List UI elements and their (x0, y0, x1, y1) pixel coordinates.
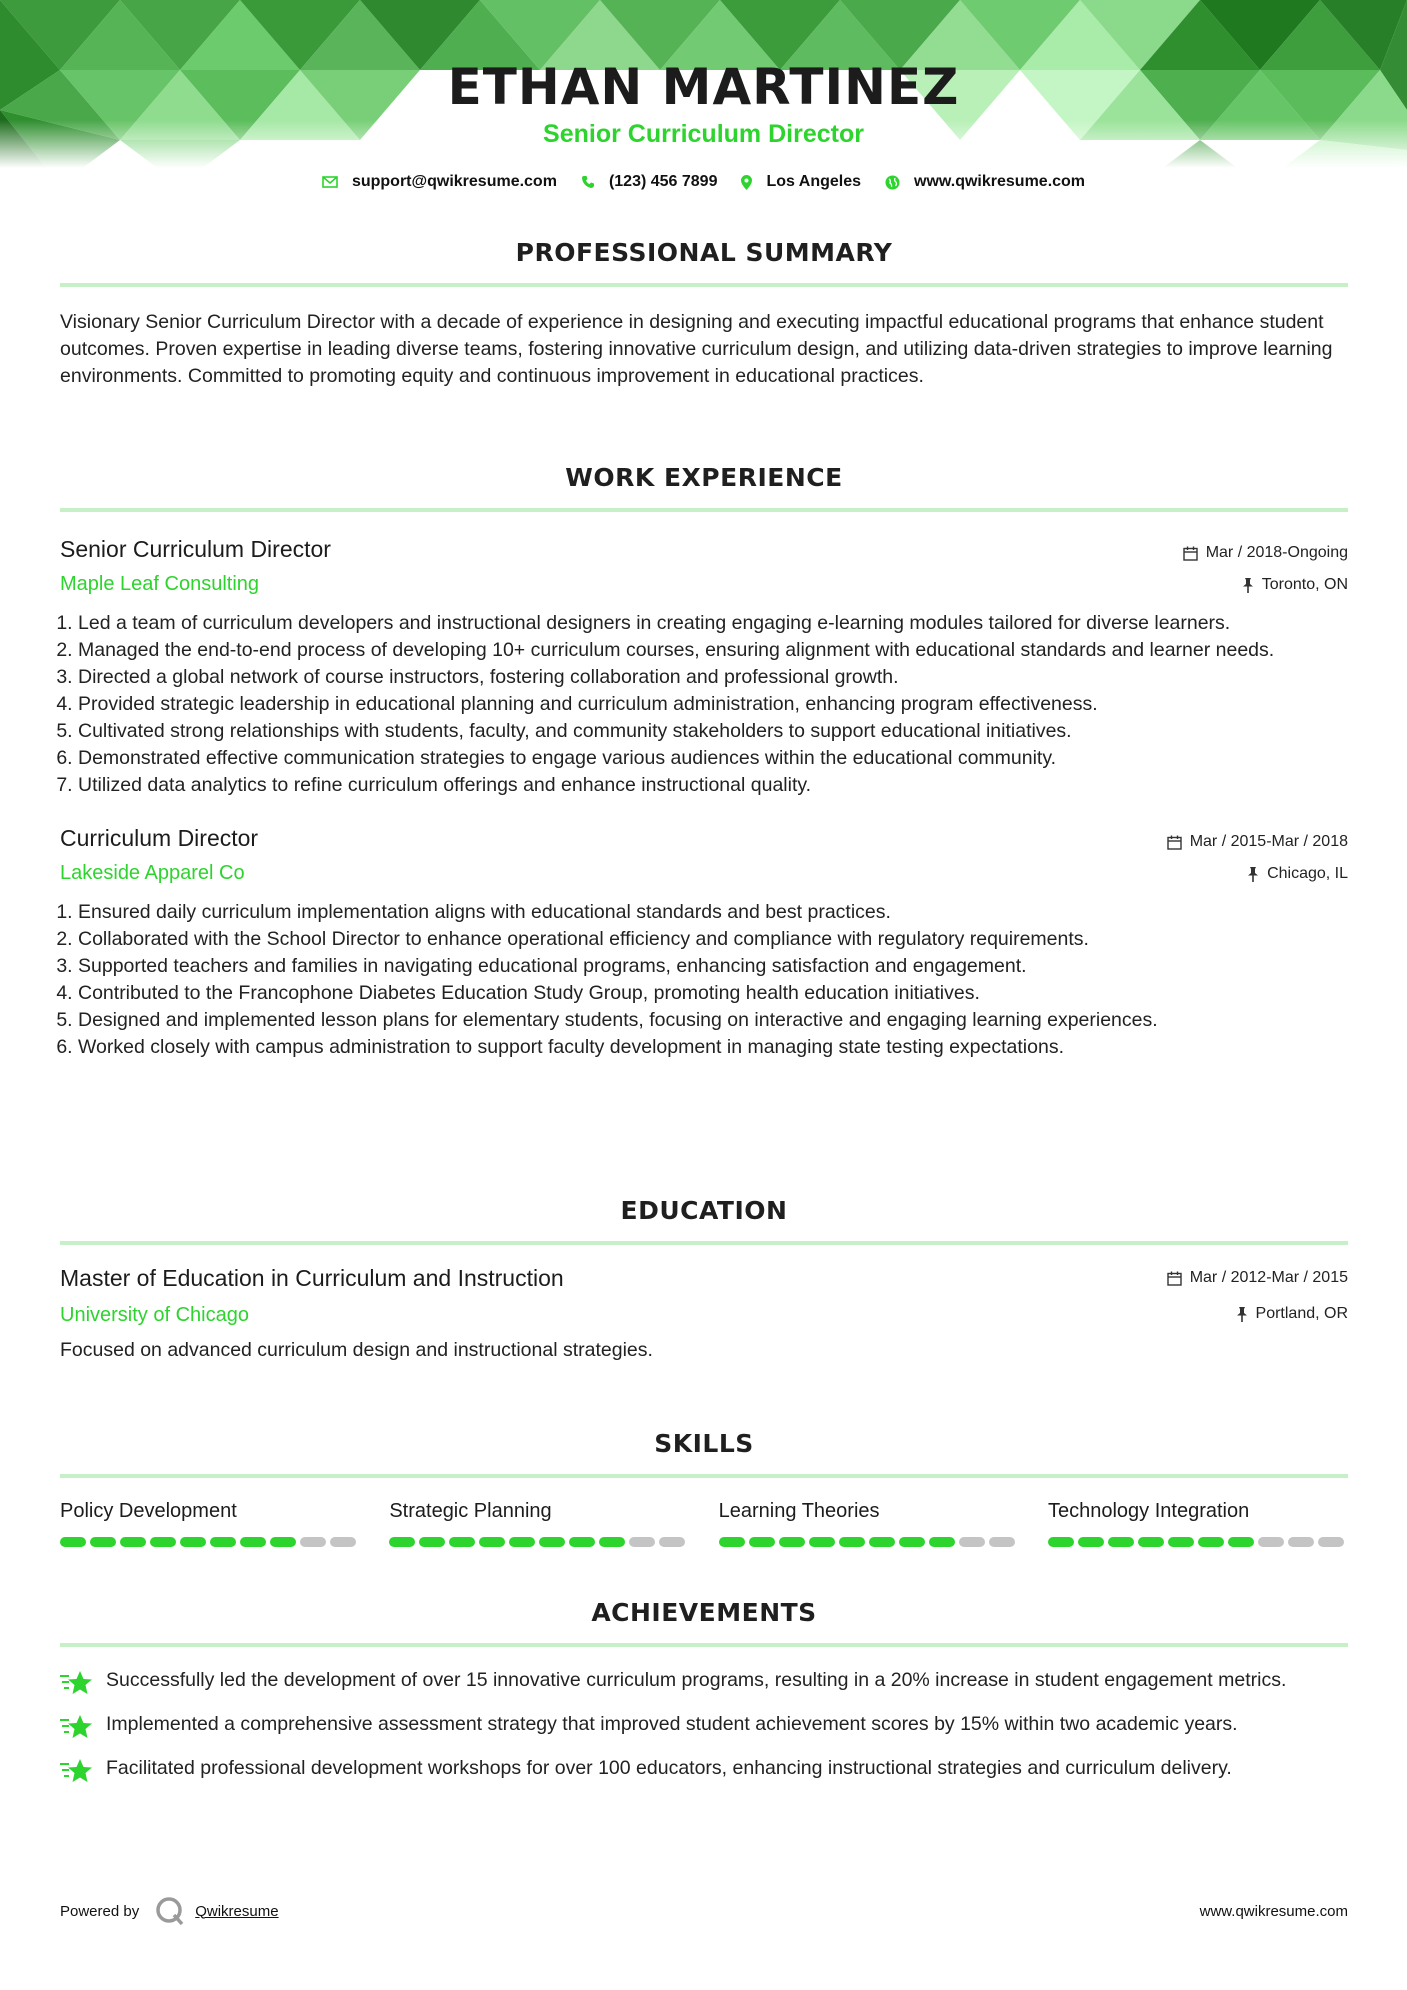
skill-dot-filled (449, 1537, 475, 1547)
section-divider (60, 283, 1348, 287)
star-icon (60, 1669, 94, 1697)
contact-phone[interactable] (581, 173, 718, 191)
contact-email-text: support@qwikresume.com (351, 173, 557, 190)
duty-item: 1. Ensured daily curriculum implementation aligns with educational standards and best practices. (78, 899, 1348, 926)
calendar-icon (1167, 1271, 1182, 1286)
section-divider (60, 508, 1348, 512)
skill-item (389, 1500, 689, 1547)
footer (60, 1896, 1348, 1926)
skill-dot-empty (629, 1537, 655, 1547)
star-icon (60, 1757, 94, 1785)
skill-dot-empty (1258, 1537, 1284, 1547)
education-description: Focused on advanced curriculum design and instructional strategies. (60, 1339, 653, 1361)
skill-dot-filled (569, 1537, 595, 1547)
skill-dot-filled (929, 1537, 955, 1547)
education-dates: Mar / 2012-Mar / 2015 (1189, 1269, 1348, 1286)
duty-item: 4. Provided strategic leadership in educational planning and curriculum administration, enhancing program effectiveness. (78, 691, 1348, 718)
achievement-text: Implemented a comprehensive assessment strategy that improved student achievement scores by 15% within two academic years. (106, 1713, 1238, 1735)
skill-name: Strategic Planning (389, 1500, 552, 1522)
skill-dot-filled (599, 1537, 625, 1547)
achievement-item (60, 1667, 1348, 1697)
skill-dot-filled (1138, 1537, 1164, 1547)
summary-section (60, 238, 1348, 390)
school-name: University of Chicago (60, 1304, 249, 1326)
skill-dot-filled (749, 1537, 775, 1547)
powered-by (60, 1896, 279, 1926)
envelope-icon (322, 176, 338, 188)
achievement-item (60, 1711, 1348, 1741)
skill-dot-filled (809, 1537, 835, 1547)
job-company: Lakeside Apparel Co (60, 862, 245, 884)
skill-dot-empty (1288, 1537, 1314, 1547)
candidate-name: ETHAN MARTINEZ (447, 58, 960, 116)
footer-website[interactable]: www.qwikresume.com (1199, 1902, 1348, 1920)
skill-dot-filled (899, 1537, 925, 1547)
skill-dot-filled (1228, 1537, 1254, 1547)
skill-dot-filled (719, 1537, 745, 1547)
phone-icon (581, 175, 595, 189)
skill-dot-filled (270, 1537, 296, 1547)
skill-dot-filled (180, 1537, 206, 1547)
skill-dot-filled (1198, 1537, 1224, 1547)
achievement-item (60, 1755, 1348, 1785)
skill-dot-empty (659, 1537, 685, 1547)
skill-dot-empty (959, 1537, 985, 1547)
skill-item (1048, 1500, 1348, 1547)
job-entry (60, 825, 1348, 1061)
skill-dot-filled (210, 1537, 236, 1547)
duty-item: 1. Led a team of curriculum developers and instructional designers in creating engaging e-learning modules tailored for diverse learners. (78, 610, 1348, 637)
skill-dot-filled (869, 1537, 895, 1547)
skill-name: Policy Development (60, 1500, 237, 1522)
duty-item: 7. Utilized data analytics to refine curriculum offerings and enhance instructional quality. (78, 772, 1348, 799)
job-entry (60, 536, 1348, 799)
job-location: Chicago, IL (1267, 865, 1348, 882)
skill-dot-filled (1078, 1537, 1104, 1547)
skill-dot-filled (1048, 1537, 1074, 1547)
skill-dot-empty (989, 1537, 1015, 1547)
contact-location-text: Los Angeles (766, 173, 862, 190)
skill-dot-filled (240, 1537, 266, 1547)
education-entry (60, 1265, 1348, 1327)
brand-link[interactable]: Qwikresume (195, 1902, 279, 1920)
skill-dot-filled (90, 1537, 116, 1547)
achievement-text: Successfully led the development of over 15 innovative curriculum programs, resulting in a 20% increase in student engagement metrics. (106, 1669, 1287, 1691)
summary-text: Visionary Senior Curriculum Director with a decade of experience in designing and executing impactful educational programs that enhance student outcomes. Proven expertise in leading diverse teams, fostering innovative curriculum design, and utilizing data-driven strategies to improve learning environments. Committed to promoting equity and continuous improvement in educational practices. (60, 311, 1333, 387)
duty-item: 2. Collaborated with the School Director to enhance operational efficiency and compliance with regulatory requirements. (78, 926, 1348, 953)
contact-email[interactable] (322, 173, 557, 191)
skill-item (60, 1500, 360, 1547)
contact-website[interactable] (885, 173, 1085, 191)
duty-item: 6. Demonstrated effective communication strategies to engage various audiences within the educational community. (78, 745, 1348, 772)
duty-item: 3. Directed a global network of course instructors, fostering collaboration and professional growth. (78, 664, 1348, 691)
skill-dot-filled (1108, 1537, 1134, 1547)
skill-dot-filled (389, 1537, 415, 1547)
job-title: Curriculum Director (60, 825, 259, 851)
skill-dot-filled (60, 1537, 86, 1547)
achievements-section (60, 1598, 1348, 1799)
contact-bar (0, 173, 1407, 191)
education-location: Portland, OR (1255, 1305, 1348, 1322)
skill-dot-filled (539, 1537, 565, 1547)
job-title: Senior Curriculum Director (60, 536, 331, 562)
skill-dot-filled (419, 1537, 445, 1547)
skill-dot-filled (839, 1537, 865, 1547)
duty-item: 4. Contributed to the Francophone Diabetes Education Study Group, promoting health education initiatives. (78, 980, 1348, 1007)
skill-rating (719, 1537, 1019, 1547)
job-duties (60, 610, 1348, 799)
candidate-title: Senior Curriculum Director (543, 120, 864, 148)
qwikresume-logo-icon (155, 1896, 185, 1926)
section-divider (60, 1643, 1348, 1647)
job-company: Maple Leaf Consulting (60, 573, 260, 595)
powered-by-label: Powered by (60, 1902, 140, 1920)
skill-dot-empty (1318, 1537, 1344, 1547)
education-section (60, 1196, 1348, 1364)
achievement-text: Facilitated professional development workshops for over 100 educators, enhancing instructional strategies and curriculum delivery. (106, 1757, 1232, 1779)
skill-dot-filled (479, 1537, 505, 1547)
achievements-list (60, 1667, 1348, 1785)
duty-item: 5. Cultivated strong relationships with students, faculty, and community stakeholders to support educational initiatives. (78, 718, 1348, 745)
duty-item: 6. Worked closely with campus administration to support faculty development in managing state testing expectations. (78, 1034, 1348, 1061)
section-divider (60, 1241, 1348, 1245)
job-dates: Mar / 2018-Ongoing (1205, 544, 1348, 561)
skill-rating (60, 1537, 360, 1547)
contact-location (741, 173, 861, 191)
duty-item: 2. Managed the end-to-end process of developing 10+ curriculum courses, ensuring alignment with educational standards and learner needs. (78, 637, 1348, 664)
contact-phone-text: (123) 456 7899 (608, 173, 718, 190)
contact-website-text: www.qwikresume.com (914, 173, 1086, 190)
calendar-icon (1183, 546, 1198, 561)
skill-rating (1048, 1537, 1348, 1547)
skill-rating (389, 1537, 689, 1547)
star-icon (60, 1713, 94, 1741)
section-divider (60, 1474, 1348, 1478)
skills-section (60, 1429, 1348, 1547)
experience-heading: WORK EXPERIENCE (565, 463, 843, 492)
skill-dot-empty (300, 1537, 326, 1547)
skill-name: Learning Theories (718, 1500, 880, 1522)
job-dates: Mar / 2015-Mar / 2018 (1189, 833, 1348, 850)
skills-heading: SKILLS (654, 1429, 754, 1458)
summary-heading: PROFESSIONAL SUMMARY (515, 238, 893, 267)
education-heading: EDUCATION (620, 1196, 788, 1225)
pushpin-icon (1236, 1307, 1248, 1322)
job-duties (60, 899, 1348, 1061)
skills-list (60, 1500, 1348, 1547)
duty-item: 3. Supported teachers and families in navigating educational programs, enhancing satisfaction and engagement. (78, 953, 1348, 980)
skill-dot-filled (150, 1537, 176, 1547)
skill-name: Technology Integration (1047, 1500, 1250, 1522)
experience-section (60, 463, 1348, 1061)
pushpin-icon (1242, 578, 1254, 593)
duty-item: 5. Designed and implemented lesson plans for elementary students, focusing on interactive and engaging learning experiences. (78, 1007, 1348, 1034)
skill-dot-filled (120, 1537, 146, 1547)
achievements-heading: ACHIEVEMENTS (591, 1598, 817, 1627)
degree-title: Master of Education in Curriculum and Instruction (60, 1265, 564, 1291)
skill-item (719, 1500, 1019, 1547)
skill-dot-empty (330, 1537, 356, 1547)
pushpin-icon (1247, 867, 1259, 882)
job-location: Toronto, ON (1261, 576, 1348, 593)
calendar-icon (1167, 835, 1182, 850)
skill-dot-filled (1168, 1537, 1194, 1547)
map-pin-icon (741, 175, 752, 190)
skill-dot-filled (509, 1537, 535, 1547)
globe-icon (885, 175, 900, 190)
skill-dot-filled (779, 1537, 805, 1547)
